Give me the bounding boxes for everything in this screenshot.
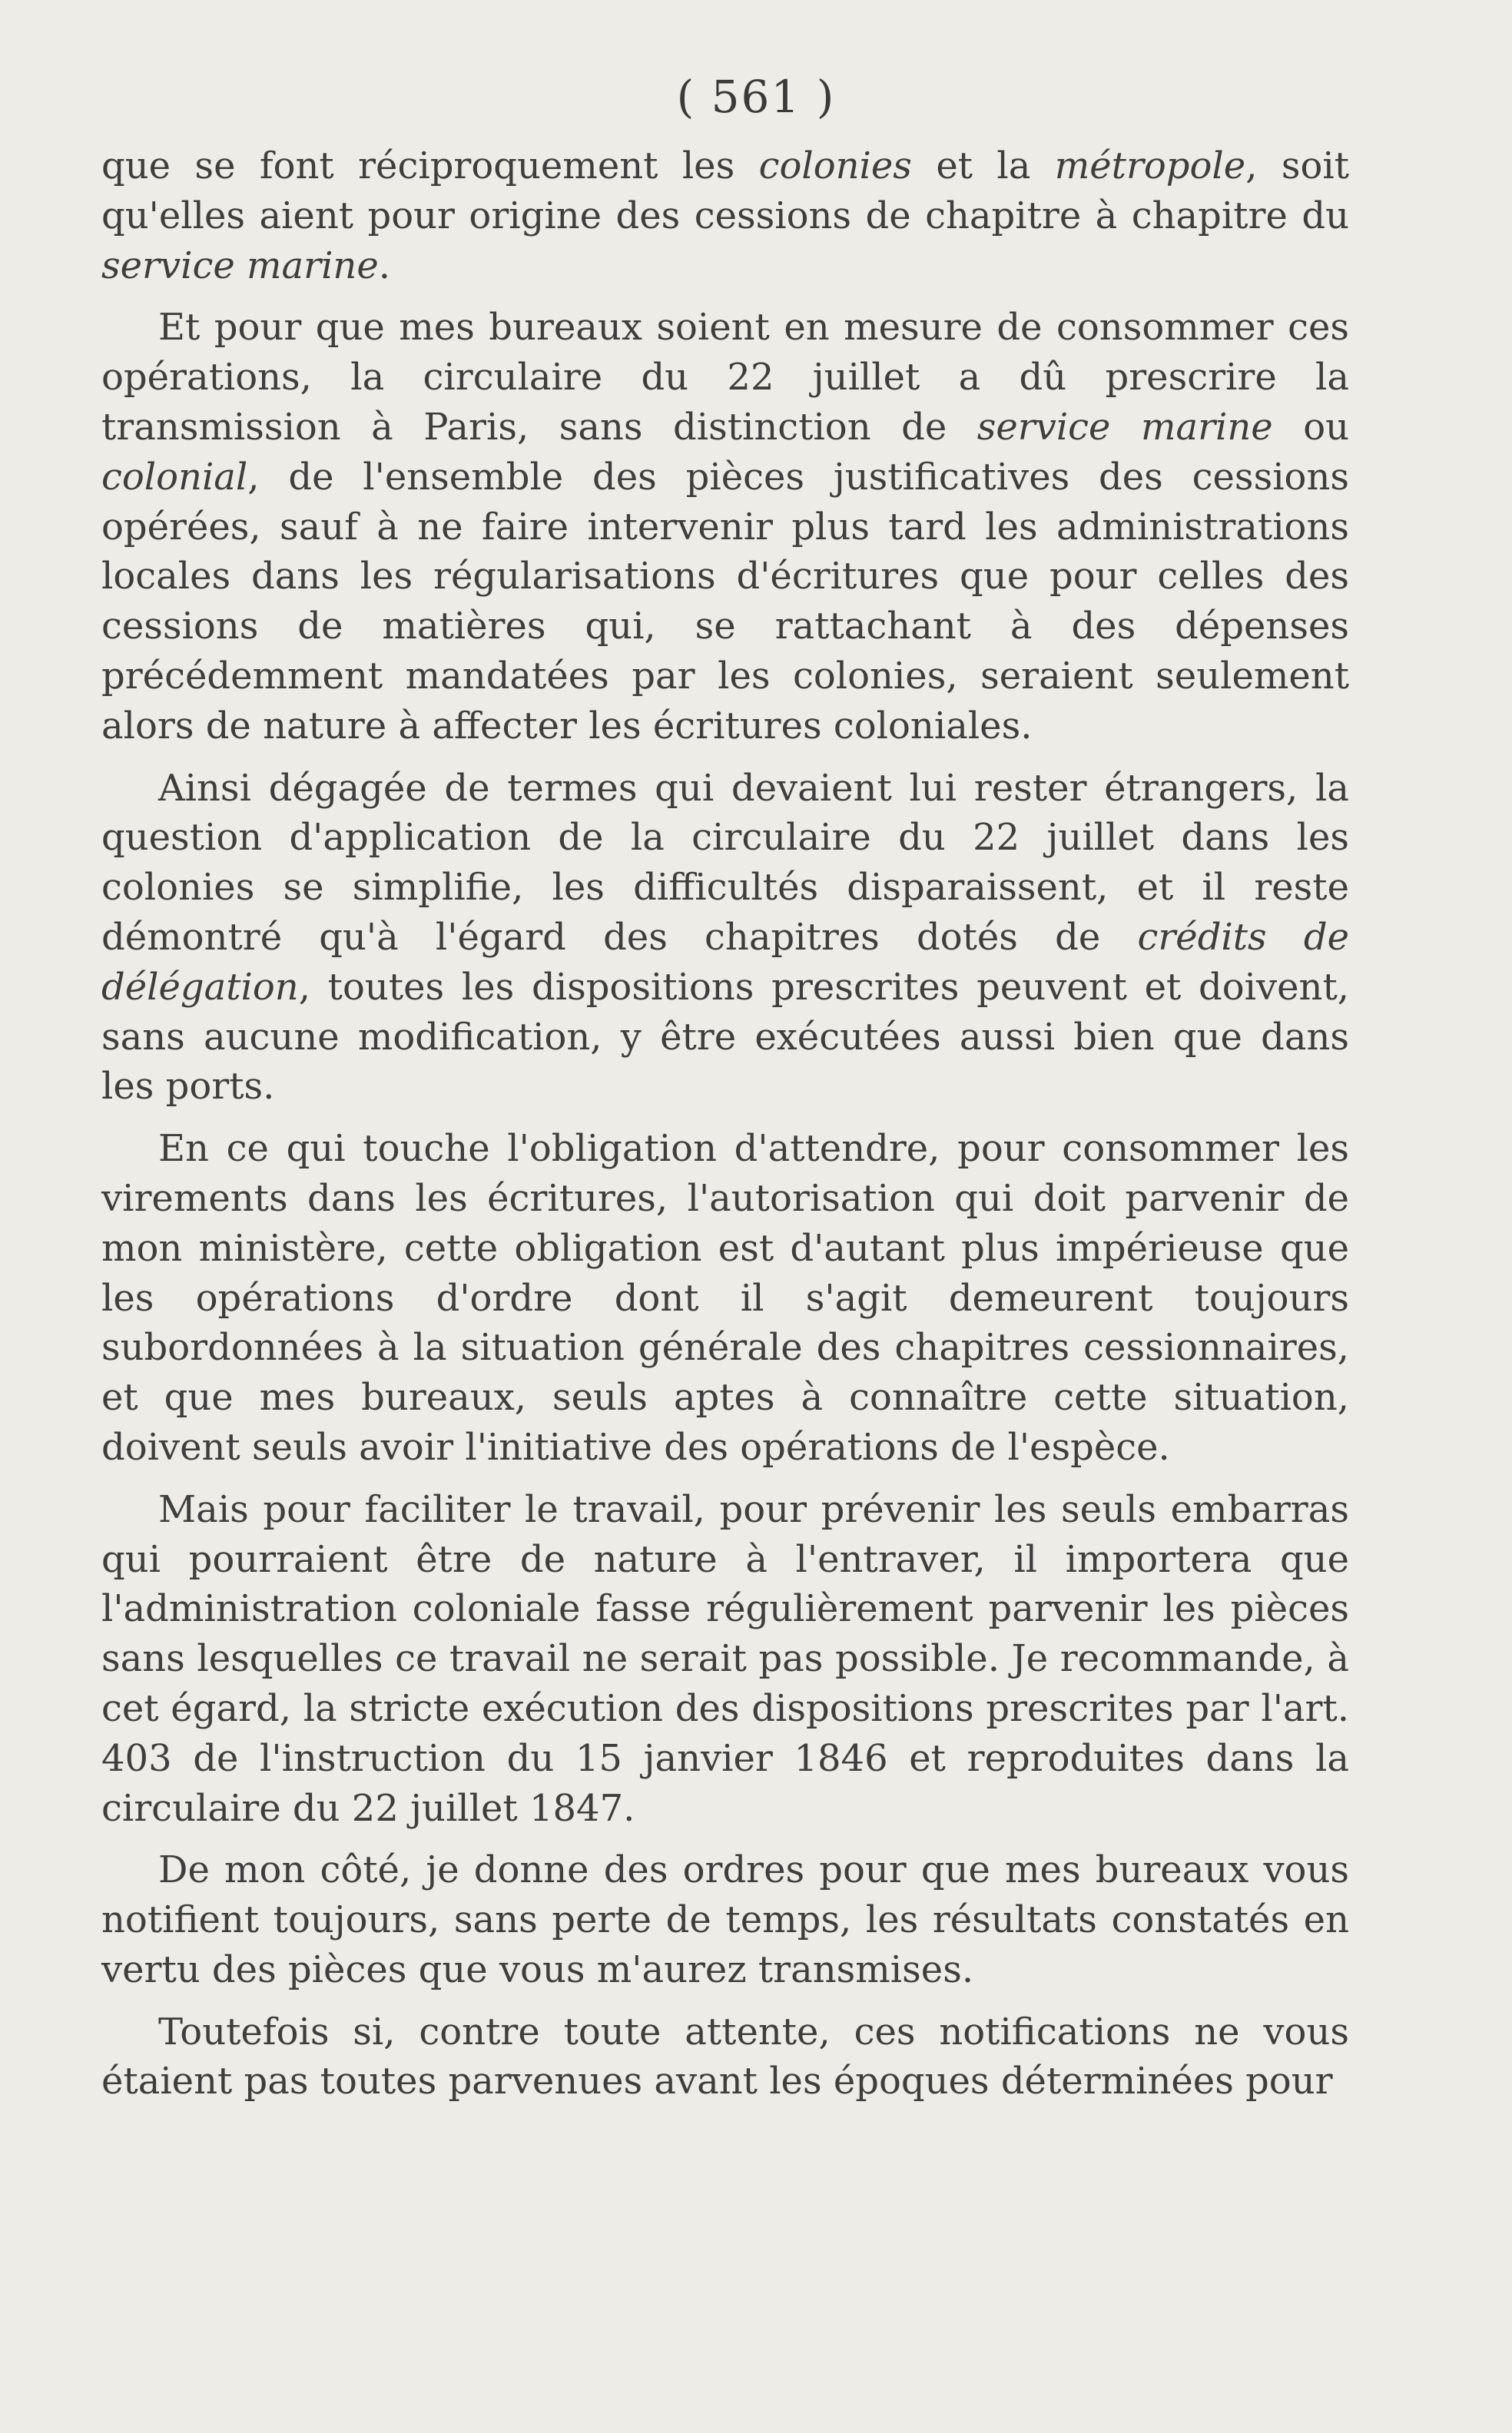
text-segment: , toutes les dispositions prescrites peuvent et doivent, sans aucune modification, y être exécutées aussi bien que dans les ports. [101, 965, 1349, 1109]
paragraph-7 [101, 2007, 1349, 2107]
text-segment: . [378, 244, 391, 287]
text-segment: , de l'ensemble des pièces justificatives des cessions opérées, sauf à ne faire intervenir plus tard les administrations locales dans les régularisations d'écritures que pour celles des cessions de matières qui, se rattachant à des dépenses précédemment mandatées par les colonies, seraient seulement alors de nature à affecter les écritures coloniales. [101, 455, 1349, 747]
text-segment: ou [1272, 405, 1350, 449]
text-segment: , soit qu'elles aient pour origine des cessions de chapitre à chapitre du [101, 144, 1349, 237]
text-segment: En ce qui touche l'obligation d'attendre, pour consommer les virements dans les écritures, l'autorisation qui doit parvenir de mon ministère, cette obligation est d'autant plus impérieuse que les opérations d'ordre dont il s'agit demeurent toujours subordonnées à la situation générale des chapitres cessionnaires, et que mes bureaux, seuls aptes à connaître cette situation, doivent seuls avoir l'initiative des opérations de l'espèce. [101, 1127, 1349, 1469]
page-number-header: ( 561 ) [676, 71, 836, 123]
text-segment: Mais pour faciliter le travail, pour prévenir les seuls embarras qui pourraient être de nature à l'entraver, il importera que l'administration coloniale fasse régulièrement parvenir les pièces sans lesquelles ce travail ne serait pas possible. Je recommande, à cet égard, la stricte exécution des dispositions prescrites par l'art. 403 de l'instruction du 15 janvier 1846 et reproduites dans la circulaire du 22 juillet 1847. [101, 1487, 1349, 1830]
text-segment: Ainsi dégagée de termes qui devaient lui rester étrangers, la question d'application de la circulaire du 22 juillet dans les colonies se simplifie, les difficultés disparaissent, et il reste démontré qu'à l'égard des chapitres dotés de [101, 766, 1349, 959]
text-segment: Et pour que mes bureaux soient en mesure de consommer ces opérations, la circulaire du 22 juillet a dû prescrire la transmission à Paris, sans distinction de [101, 306, 1349, 449]
italic-text-segment: métropole [1054, 144, 1246, 187]
text-segment: et la [911, 144, 1055, 187]
paragraph-6 [101, 1845, 1349, 1994]
text-segment: Toutefois si, contre toute attente, ces notifications ne vous étaient pas toutes parvenues avant les époques déterminées pour [101, 2010, 1349, 2103]
body-text [101, 141, 1349, 2119]
paragraph-2 [101, 303, 1349, 751]
paragraph-1 [101, 141, 1349, 290]
italic-text-segment: service marine [976, 405, 1273, 449]
italic-text-segment: colonies [758, 144, 912, 187]
text-segment: que se font réciproquement les [101, 144, 759, 187]
paragraph-3 [101, 764, 1349, 1112]
italic-text-segment: crédits de délégation [101, 915, 1350, 1009]
italic-text-segment: colonial [101, 455, 248, 499]
italic-text-segment: service marine [101, 244, 379, 287]
paragraph-4 [101, 1124, 1349, 1473]
paragraph-5 [101, 1485, 1349, 1834]
text-segment: De mon côté, je donne des ordres pour que mes bureaux vous notifient toujours, sans perte de temps, les résultats constatés en vertu des pièces que vous m'aurez transmises. [101, 1848, 1349, 1991]
